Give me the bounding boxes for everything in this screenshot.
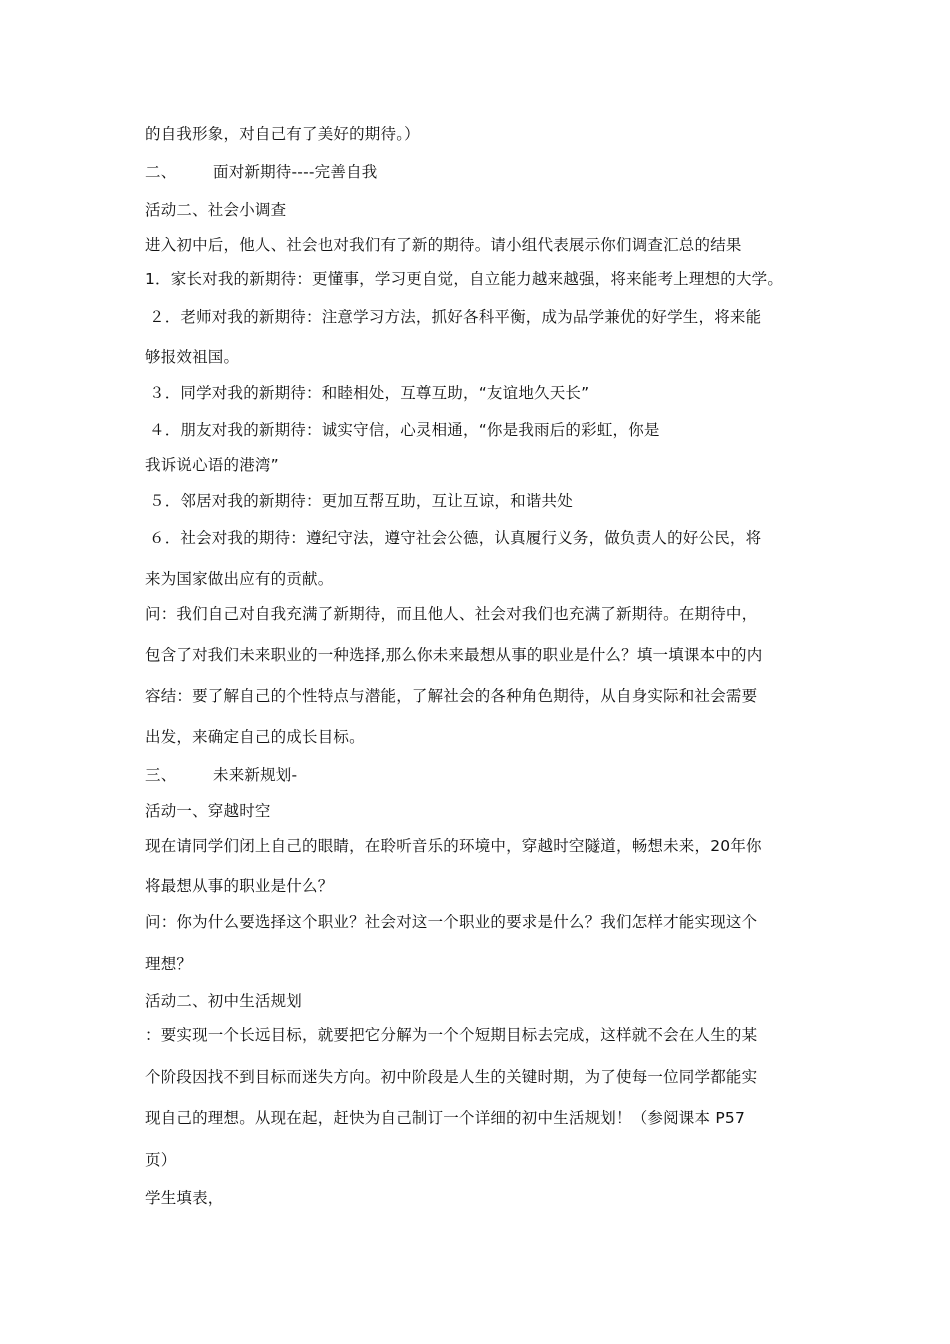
text-line: 容结：要了解自己的个性特点与潜能，了解社会的各种角色期待，从自身实际和社会需要 xyxy=(145,687,758,705)
list-item: ４．朋友对我的新期待：诚实守信，心灵相通，“你是我雨后的彩虹，你是 xyxy=(149,421,660,439)
section-number: 三、 xyxy=(145,766,177,784)
text-line: 包含了对我们未来职业的一种选择,那么你未来最想从事的职业是什么？填一填课本中的内 xyxy=(145,646,763,664)
text-line: 来为国家做出应有的贡献。 xyxy=(145,570,334,588)
list-item: ２．老师对我的新期待：注意学习方法，抓好各科平衡，成为品学兼优的好学生，将来能 xyxy=(149,308,762,326)
section-heading-3 xyxy=(145,765,297,785)
list-item: ５．邻居对我的新期待：更加互帮互助，互让互谅，和谐共处 xyxy=(149,492,573,510)
text-line: 现自己的理想。从现在起，赶快为自己制订一个详细的初中生活规划！（参阅课本 P57 xyxy=(145,1109,745,1127)
text-line: 出发，来确定自己的成长目标。 xyxy=(145,728,365,746)
text-line: 够报效祖国。 xyxy=(145,348,240,366)
text-line: 理想？ xyxy=(145,955,193,973)
text-line: 个阶段因找不到目标而迷失方向。初中阶段是人生的关键时期，为了使每一位同学都能实 xyxy=(145,1068,758,1086)
text-line: ：要实现一个长远目标，就要把它分解为一个个短期目标去完成，这样就不会在人生的某 xyxy=(145,1026,758,1044)
text-line: 现在请同学们闭上自己的眼睛，在聆听音乐的环境中，穿越时空隧道，畅想未来，20年你 xyxy=(145,837,762,855)
question-line: 问：我们自己对自我充满了新期待，而且他人、社会对我们也充满了新期待。在期待中， xyxy=(145,605,758,623)
section-number: 二、 xyxy=(145,163,177,181)
text-line: 的自我形象，对自己有了美好的期待。） xyxy=(145,125,420,143)
activity-heading: 活动一、穿越时空 xyxy=(145,802,271,820)
text-line: 我诉说心语的港湾” xyxy=(145,456,279,474)
text-line: 学生填表， xyxy=(145,1189,224,1207)
activity-heading: 活动二、初中生活规划 xyxy=(145,992,303,1010)
section-heading-2 xyxy=(145,162,377,182)
activity-heading: 活动二、社会小调查 xyxy=(145,201,287,219)
list-item: ６．社会对我的期待：遵纪守法，遵守社会公德，认真履行义务，做负责人的好公民，将 xyxy=(149,529,762,547)
section-title: 未来新规划- xyxy=(213,766,298,784)
text-line: 进入初中后，他人、社会也对我们有了新的期待。请小组代表展示你们调查汇总的结果 xyxy=(145,236,742,254)
list-item: ３．同学对我的新期待：和睦相处，互尊互助，“友谊地久天长” xyxy=(149,384,590,402)
text-line: 将最想从事的职业是什么？ xyxy=(145,877,334,895)
question-line: 问：你为什么要选择这个职业？社会对这一个职业的要求是什么？我们怎样才能实现这个 xyxy=(145,913,758,931)
list-item: 1．家长对我的新期待：更懂事，学习更自觉，自立能力越来越强，将来能考上理想的大学。 xyxy=(145,270,784,288)
section-title: 面对新期待----完善自我 xyxy=(213,163,378,181)
text-line: 页） xyxy=(145,1151,177,1169)
